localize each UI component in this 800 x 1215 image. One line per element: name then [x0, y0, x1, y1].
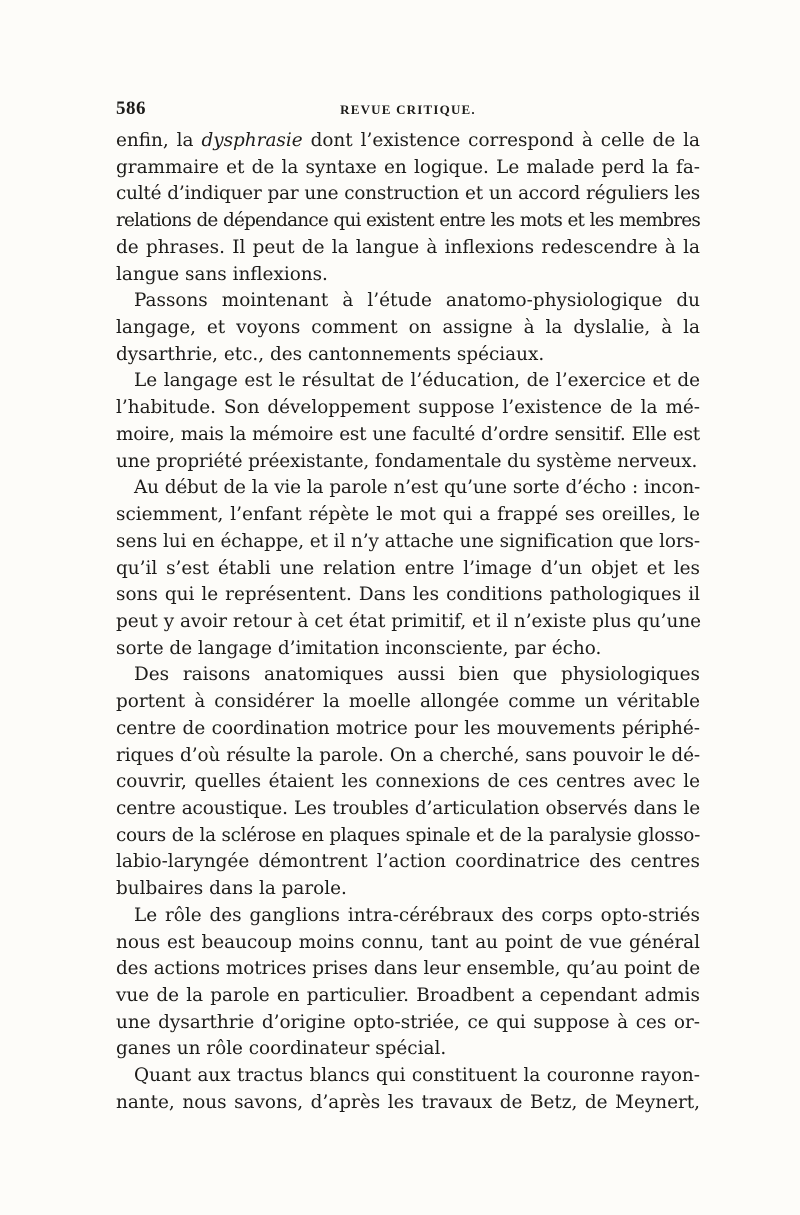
text-line: l’habitude. Son développement suppose l’existence de la mé- [116, 397, 700, 419]
text-line: de phrases. Il peut de la langue à inflexions redescendre à la [116, 236, 700, 258]
text-line: sciemment, l’enfant répète le mot qui a frappé ses oreilles, le [116, 504, 700, 526]
text-line: centre acoustique. Les troubles d’articulation observés dans le [116, 797, 700, 819]
text-line: cours de la sclérose en plaques spinale et de la paralysie glosso- [116, 824, 700, 846]
text-line: riques d’où résulte la parole. On a cherché, sans pouvoir le dé- [116, 744, 700, 766]
paragraph [116, 128, 700, 288]
text-line: ganes un rôle coordinateur spécial. [116, 1038, 447, 1060]
text-line: Passons mointenant à l’étude anatomo-physiologique du [134, 290, 700, 312]
text-line: des actions motrices prises dans leur ensemble, qu’au point de [116, 958, 700, 980]
paragraph [116, 288, 700, 368]
text-line: dysarthrie, etc., des cantonnements spéciaux. [116, 343, 545, 365]
text-line: sorte de langage d’imitation inconsciente, par écho. [116, 637, 602, 659]
text-line: Au début de la vie la parole n’est qu’une sorte d’écho : incon- [134, 477, 700, 499]
emphasis: dysphrasie [201, 130, 303, 151]
text-line: couvrir, quelles étaient les connexions de ces centres avec le [116, 771, 700, 793]
text-line: relations de dépendance qui existent entre les mots et les membres [116, 210, 700, 232]
paragraph [116, 662, 700, 902]
text-line: moire, mais la mémoire est une faculté d’ordre sensitif. Elle est [116, 423, 700, 445]
text-line: bulbaires dans la parole. [116, 878, 347, 900]
text-line: sons qui le représentent. Dans les conditions pathologiques il [116, 584, 700, 606]
text-line: portent à considérer la moelle allongée comme un véritable [116, 691, 700, 713]
text-line: vue de la parole en particulier. Broadbent a cependant admis [116, 985, 700, 1006]
text-line: labio-laryngée démontrent l’action coordinatrice des centres [116, 851, 700, 873]
text-line: nante, nous savons, d’après les travaux de Betz, de Meynert, [116, 1091, 700, 1113]
text-line: une propriété préexistante, fondamentale du système nerveux. [116, 450, 698, 472]
text-line: grammaire et de la syntaxe en logique. Le malade perd la fa- [116, 156, 700, 178]
text-line: enfin, la dysphrasie dont l’existence correspond à celle de la [116, 130, 700, 151]
text-line: centre de coordination motrice pour les mouvements périphé- [116, 717, 700, 739]
text-line: peut y avoir retour à cet état primitif, et il n’existe plus qu’une [116, 610, 702, 632]
text-line: langage, et voyons comment on assigne à la dyslalie, à la [116, 317, 700, 339]
text-line: culté d’indiquer par une construction et un accord réguliers les [116, 183, 700, 205]
text-line: une dysarthrie d’origine opto-striée, ce qui suppose à ces or- [116, 1011, 700, 1033]
paragraph [116, 1063, 700, 1116]
text-line: Des raisons anatomiques aussi bien que physiologiques [134, 664, 700, 686]
page-number: 586 [116, 98, 146, 119]
running-title: REVUE CRITIQUE. [340, 102, 476, 117]
text-line: nous est beaucoup moins connu, tant au point de vue général [116, 931, 700, 953]
text-line: sens lui en échappe, et il n’y attache une signification que lors- [116, 530, 700, 552]
body-text [116, 128, 700, 1117]
text-line: langue sans inflexions. [116, 263, 328, 285]
book-page [116, 96, 700, 1117]
paragraph [116, 475, 700, 662]
text-line: qu’il s’est établi une relation entre l’image d’un objet et les [116, 557, 700, 579]
paragraph [116, 368, 700, 475]
text-line: Le langage est le résultat de l’éducation, de l’exercice et de [134, 370, 700, 392]
text-line: Quant aux tractus blancs qui constituent la couronne rayon- [134, 1065, 700, 1087]
text-line: Le rôle des ganglions intra-cérébraux des corps opto-striés [134, 904, 700, 926]
running-head [116, 96, 700, 126]
paragraph [116, 903, 700, 1063]
